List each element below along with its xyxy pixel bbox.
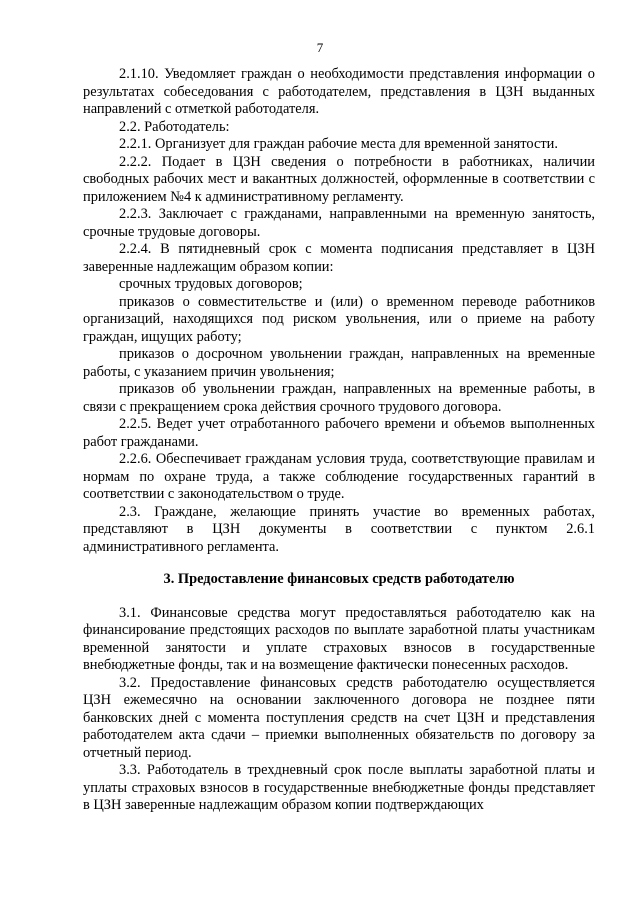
paragraph-2-2-6: 2.2.6. Обеспечивает гражданам условия труда, соответствующие правилам и нормам по охране труда, а также соблюдение государственных гарантий в соответствии с законодательством о труде. [83, 451, 595, 502]
list-item-contracts: срочных трудовых договоров; [119, 276, 303, 292]
paragraph-2-2-2: 2.2.2. Подает в ЦЗН сведения о потребности в работниках, наличии свободных рабочих мест и вакантных должностей, оформленные в соответствии с приложением №4 к административному регламенту. [83, 153, 595, 205]
list-item-orders-early-dismissal: приказов о досрочном увольнении граждан, направленных на временные работы, с указанием причин увольнения; [83, 346, 595, 380]
paragraph-2-2: 2.2. Работодатель: [119, 118, 230, 135]
document-body [83, 66, 595, 815]
paragraph-2-2-4: 2.2.4. В пятидневный срок с момента подписания представляет в ЦЗН заверенные надлежащим образом копии: [83, 241, 595, 275]
paragraph-2-2-5: 2.2.5. Ведет учет отработанного рабочего времени и объемов выполненных работ гражданами. [83, 416, 595, 450]
paragraph-3-3: 3.3. Работодатель в трехдневный срок после выплаты заработной платы и уплаты страховых взносов в государственные внебюджетные фонды представляет в ЦЗН заверенные надлежащим образом копии подтверждающих [83, 762, 595, 813]
paragraph-2-2-1: 2.2.1. Организует для граждан рабочие места для временной занятости. [119, 136, 558, 152]
paragraph-3-2: 3.2. Предоставление финансовых средств работодателю осуществляется ЦЗН ежемесячно на основании заключенного договора не позднее пяти банковских дней с момента поступления средств на счет ЦЗН и представления работодателем акта сдачи – приемки выполненных обязательств по договору за отчетный период. [83, 674, 595, 761]
paragraph-2-3: 2.3. Граждане, желающие принять участие во временных работах, представляют в ЦЗН документы в соответствии с пунктом 2.6.1 административного регламента. [83, 503, 595, 555]
paragraph-2-2-3: 2.2.3. Заключает с гражданами, направленными на временную занятость, срочные трудовые договоры. [83, 206, 595, 240]
paragraph-2-1-10: 2.1.10. Уведомляет граждан о необходимости представления информации о результатах собеседования с работодателем, представления в ЦЗН выданных направлений с отметкой работодателя. [83, 66, 595, 117]
page-number: 7 [316, 40, 324, 55]
list-item-orders-transfer: приказов о совместительстве и (или) о временном переводе работников организаций, находящихся под риском увольнения, или о приеме на работу граждан, ищущих работу; [83, 293, 595, 345]
list-item-orders-dismissal: приказов об увольнении граждан, направленных на временные работы, в связи с прекращением срока действия срочного трудового договора. [83, 381, 595, 415]
section-heading: 3. Предоставление финансовых средств работодателю [163, 571, 515, 587]
paragraph-3-1: 3.1. Финансовые средства могут предоставляться работодателю как на финансирование предстоящих расходов по выплате заработной платы участникам временной занятости и уплате страховых взносов в государственные внебюджетные фонды, так и на возмещение фактически понесенных расходов. [83, 604, 595, 673]
